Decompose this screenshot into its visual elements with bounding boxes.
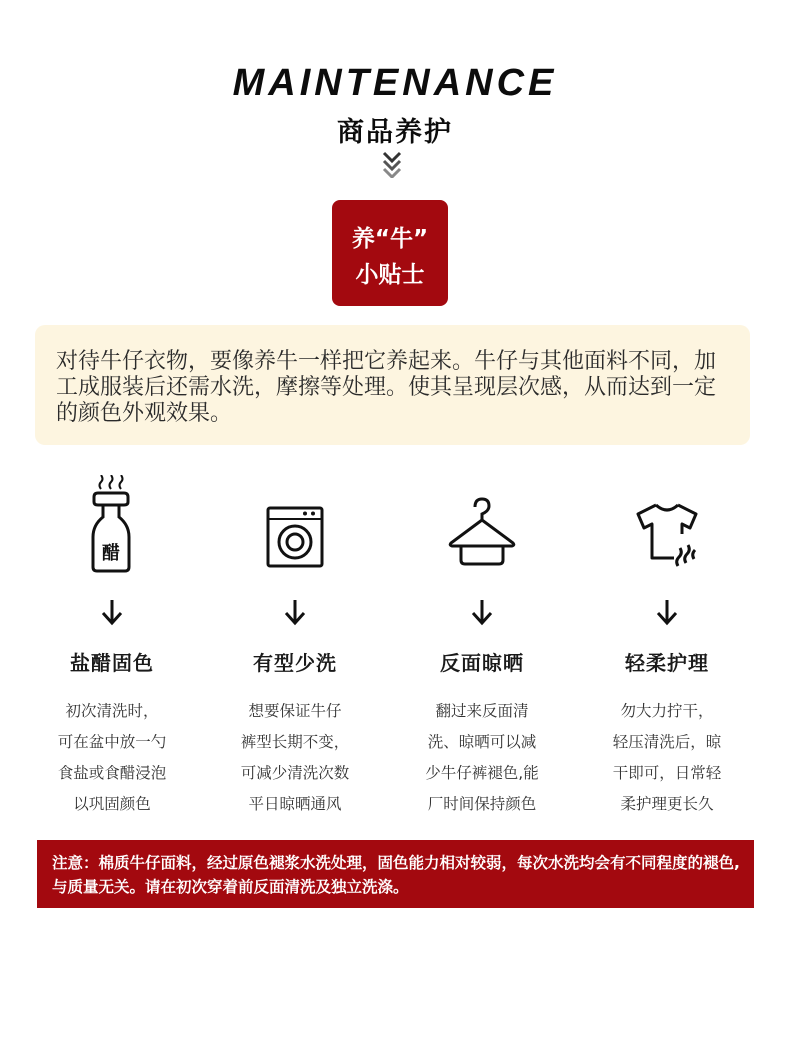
arrow-down-icon	[283, 598, 307, 626]
tip-line: 翻过来反面清	[435, 702, 529, 720]
tip-line: 少牛仔裤褪色,能	[425, 764, 539, 782]
vinegar-bottle-icon	[77, 475, 147, 575]
tip-title: 反面晾晒	[440, 651, 524, 675]
title-chinese: 商品养护	[337, 117, 453, 148]
tip-line: 可在盆中放一勺	[57, 733, 167, 751]
notice-text: 注意：棉质牛仔面料，经过原色褪浆水洗处理，固色能力相对较弱，每次水洗均会有不同程度的褪色,与质量无关。请在初次穿着前反面清洗及独立洗涤。	[52, 854, 740, 896]
title-english: MAINTENANCE	[232, 62, 558, 104]
double-chevron-down-icon	[381, 150, 403, 178]
tip-description	[200, 696, 390, 820]
tip-description	[17, 696, 207, 820]
badge-line-1: 养“牛”	[351, 226, 429, 252]
hanger-icon	[447, 475, 517, 575]
tip-line: 干即可，日常轻	[612, 764, 722, 782]
tip-title: 轻柔护理	[625, 651, 709, 675]
tip-line: 平日晾晒通风	[248, 795, 342, 813]
tip-title: 有型少洗	[253, 651, 337, 675]
tip-line: 想要保证牛仔	[248, 702, 342, 720]
tip-description	[572, 696, 762, 820]
vinegar-label: 醋	[102, 543, 120, 564]
tip-line: 初次清洗时，	[65, 702, 159, 720]
tip-line: 柔护理更长久	[620, 795, 714, 813]
tip-line: 裤型长期不变，	[240, 733, 350, 751]
tip-line: 勿大力拧干，	[620, 702, 714, 720]
tip-line: 以巩固颜色	[73, 795, 151, 813]
tip-line: 轻压清洗后，晾	[612, 733, 722, 751]
tips-badge	[332, 200, 448, 306]
arrow-down-icon	[655, 598, 679, 626]
notice-banner	[37, 840, 754, 908]
intro-text: 对待牛仔衣物，要像养牛一样把它养起来。牛仔与其他面料不同，加工成服装后还需水洗，摩擦等处理。使其呈现层次感，从而达到一定的颜色外观效果。	[56, 349, 717, 426]
tip-line: 可减少清洗次数	[240, 764, 350, 782]
badge-line-2: 小贴士	[355, 262, 425, 288]
tip-line: 食盐或食醋浸泡	[57, 764, 167, 782]
arrow-down-icon	[100, 598, 124, 626]
tip-title: 盐醋固色	[70, 651, 154, 675]
intro-box	[35, 325, 750, 445]
tip-line: 厂时间保持颜色	[427, 795, 537, 813]
tip-description	[387, 696, 577, 820]
tshirt-steam-icon	[632, 475, 702, 575]
washing-machine-icon	[260, 475, 330, 575]
tip-line: 洗、晾晒可以减	[427, 733, 537, 751]
arrow-down-icon	[470, 598, 494, 626]
